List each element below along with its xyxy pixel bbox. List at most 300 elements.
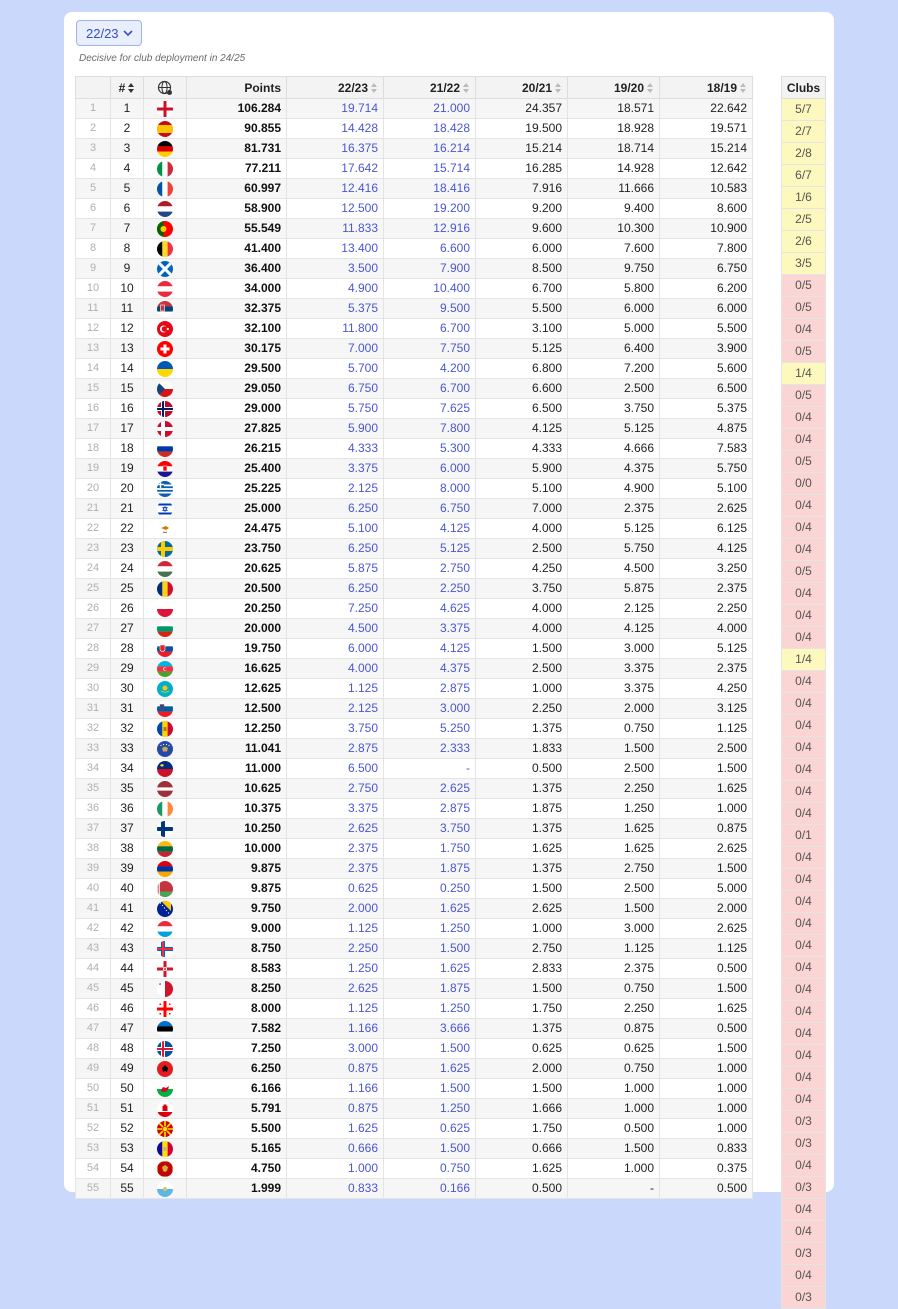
table-row	[76, 579, 753, 599]
season-1920-cell: 3.000	[568, 919, 660, 939]
table-row	[76, 839, 753, 859]
season-2122-cell: 1.875	[384, 859, 476, 879]
rank-header[interactable]: #	[111, 77, 144, 99]
rank-cell: 55	[111, 1179, 144, 1199]
row-index: 46	[76, 999, 111, 1019]
table-row	[76, 939, 753, 959]
season-1819-cell: 4.250	[660, 679, 753, 699]
slovakia-flag-icon	[157, 641, 173, 657]
season-2122-cell: 7.900	[384, 259, 476, 279]
season-1819-cell: 3.250	[660, 559, 753, 579]
croatia-flag-icon	[157, 461, 173, 477]
clubs-row	[782, 1155, 826, 1177]
clubs-row	[782, 363, 826, 385]
points-cell: 8.000	[187, 999, 287, 1019]
armenia-flag-icon	[157, 861, 173, 877]
points-cell: 27.825	[187, 419, 287, 439]
points-cell: 1.999	[187, 1179, 287, 1199]
rank-cell: 22	[111, 519, 144, 539]
season-2122-cell: 4.125	[384, 519, 476, 539]
clubs-count-cell: 0/4	[782, 781, 826, 803]
season-1819-cell: 0.833	[660, 1139, 753, 1159]
clubs-count-cell: 2/5	[782, 209, 826, 231]
serbia-flag-icon	[157, 301, 173, 317]
clubs-count-cell: 0/4	[782, 759, 826, 781]
rank-cell: 24	[111, 559, 144, 579]
rank-cell: 36	[111, 799, 144, 819]
season-2021-cell: 9.600	[476, 219, 568, 239]
season-1920-cell: 1.250	[568, 799, 660, 819]
season-1920-cell: 5.750	[568, 539, 660, 559]
row-index: 44	[76, 959, 111, 979]
season-1920-cell: 2.250	[568, 779, 660, 799]
table-row	[76, 959, 753, 979]
season-header-2021[interactable]: 20/21	[476, 77, 568, 99]
clubs-row	[782, 715, 826, 737]
points-header[interactable]: Points	[187, 77, 287, 99]
season-1920-cell: 4.900	[568, 479, 660, 499]
season-1920-cell: 0.625	[568, 1039, 660, 1059]
clubs-count-cell: 0/4	[782, 1045, 826, 1067]
season-2122-cell: 1.250	[384, 999, 476, 1019]
points-cell: 29.000	[187, 399, 287, 419]
season-2021-cell: 2.500	[476, 659, 568, 679]
table-row	[76, 239, 753, 259]
clubs-row	[782, 1067, 826, 1089]
sort-icon	[370, 82, 378, 94]
country-flag	[144, 119, 187, 139]
season-2021-cell: 6.700	[476, 279, 568, 299]
season-2223-cell: 5.100	[287, 519, 384, 539]
table-row	[76, 179, 753, 199]
points-cell: 8.750	[187, 939, 287, 959]
season-1920-cell: 2.500	[568, 759, 660, 779]
row-index: 25	[76, 579, 111, 599]
season-1920-cell: 18.928	[568, 119, 660, 139]
clubs-count-cell: 1/4	[782, 363, 826, 385]
season-2021-cell: 4.000	[476, 519, 568, 539]
season-2223-cell: 11.833	[287, 219, 384, 239]
season-1920-cell: 5.125	[568, 419, 660, 439]
rank-cell: 19	[111, 459, 144, 479]
england-flag-icon	[157, 101, 173, 117]
season-1819-cell: 2.375	[660, 579, 753, 599]
season-2122-cell: 2.875	[384, 679, 476, 699]
row-index: 29	[76, 659, 111, 679]
season-2021-cell: 2.500	[476, 539, 568, 559]
season-2122-cell: 5.300	[384, 439, 476, 459]
table-row	[76, 699, 753, 719]
season-2122-cell: 2.875	[384, 799, 476, 819]
season-2223-cell: 1.166	[287, 1079, 384, 1099]
season-2122-cell: 0.625	[384, 1119, 476, 1139]
season-1920-cell: 1.000	[568, 1079, 660, 1099]
rank-cell: 34	[111, 759, 144, 779]
season-2122-cell: 1.875	[384, 979, 476, 999]
table-row	[76, 359, 753, 379]
rank-cell: 30	[111, 679, 144, 699]
season-2021-cell: 8.500	[476, 259, 568, 279]
country-flag	[144, 199, 187, 219]
season-2122-cell: 9.500	[384, 299, 476, 319]
row-index: 27	[76, 619, 111, 639]
clubs-count-cell: 0/5	[782, 275, 826, 297]
season-2021-cell: 0.500	[476, 1179, 568, 1199]
moldova-flag-icon	[157, 721, 173, 737]
table-row	[76, 219, 753, 239]
season-1819-cell: 3.900	[660, 339, 753, 359]
rank-cell: 53	[111, 1139, 144, 1159]
country-flag	[144, 1139, 187, 1159]
season-1920-cell: 4.500	[568, 559, 660, 579]
season-2223-cell: 1.125	[287, 679, 384, 699]
clubs-row	[782, 187, 826, 209]
season-header-1819[interactable]: 18/19	[660, 77, 753, 99]
chevron-down-icon	[122, 27, 134, 39]
season-1920-cell: 0.500	[568, 1119, 660, 1139]
rank-cell: 3	[111, 139, 144, 159]
season-2021-cell: 5.125	[476, 339, 568, 359]
slovenia-flag-icon	[157, 701, 173, 717]
season-1920-cell: 5.125	[568, 519, 660, 539]
rank-cell: 51	[111, 1099, 144, 1119]
rank-cell: 7	[111, 219, 144, 239]
season-2223-cell: 6.750	[287, 379, 384, 399]
clubs-count-cell: 0/4	[782, 693, 826, 715]
season-1920-cell: 4.375	[568, 459, 660, 479]
clubs-row	[782, 1045, 826, 1067]
sort-icon	[462, 82, 470, 94]
season-2021-cell: 2.000	[476, 1059, 568, 1079]
season-2021-cell: 6.600	[476, 379, 568, 399]
points-cell: 81.731	[187, 139, 287, 159]
season-2223-cell: 5.900	[287, 419, 384, 439]
season-2021-cell: 15.214	[476, 139, 568, 159]
season-2223-cell: 6.000	[287, 639, 384, 659]
row-index: 54	[76, 1159, 111, 1179]
clubs-row	[782, 385, 826, 407]
clubs-count-cell: 0/4	[782, 1155, 826, 1177]
montenegro-flag-icon	[157, 1161, 173, 1177]
points-cell: 90.855	[187, 119, 287, 139]
season-1920-cell: 1.500	[568, 739, 660, 759]
clubs-row	[782, 1221, 826, 1243]
season-2223-cell: 2.625	[287, 819, 384, 839]
season-1920-cell: 0.875	[568, 1019, 660, 1039]
globe-header[interactable]	[144, 77, 187, 99]
rank-cell: 17	[111, 419, 144, 439]
season-2021-cell: 2.250	[476, 699, 568, 719]
season-2223-cell: 7.000	[287, 339, 384, 359]
clubs-count-cell: 0/4	[782, 627, 826, 649]
table-row	[76, 99, 753, 119]
season-2122-cell: 18.416	[384, 179, 476, 199]
clubs-row	[782, 605, 826, 627]
season-2021-cell: 0.666	[476, 1139, 568, 1159]
table-row	[76, 119, 753, 139]
season-1819-cell: 0.500	[660, 1019, 753, 1039]
points-cell: 9.875	[187, 859, 287, 879]
coefficient-table	[75, 76, 753, 1199]
country-flag	[144, 619, 187, 639]
season-2223-cell: 1.625	[287, 1119, 384, 1139]
season-1819-cell: 7.583	[660, 439, 753, 459]
andorra-flag-icon	[157, 1141, 173, 1157]
season-1819-cell: 4.000	[660, 619, 753, 639]
table-row	[76, 1059, 753, 1079]
season-2122-cell: 6.750	[384, 499, 476, 519]
georgia-flag-icon	[157, 1001, 173, 1017]
table-row	[76, 1019, 753, 1039]
season-2122-cell: 5.125	[384, 539, 476, 559]
clubs-count-cell: 0/4	[782, 935, 826, 957]
season-1920-cell: 2.125	[568, 599, 660, 619]
clubs-row	[782, 1199, 826, 1221]
season-2021-cell: 1.500	[476, 979, 568, 999]
points-cell: 12.500	[187, 699, 287, 719]
points-cell: 8.250	[187, 979, 287, 999]
table-row	[76, 299, 753, 319]
table-row	[76, 499, 753, 519]
clubs-row	[782, 143, 826, 165]
season-2021-cell: 3.750	[476, 579, 568, 599]
points-cell: 29.050	[187, 379, 287, 399]
latvia-flag-icon	[157, 781, 173, 797]
clubs-row	[782, 649, 826, 671]
row-index: 52	[76, 1119, 111, 1139]
clubs-row	[782, 275, 826, 297]
row-index: 42	[76, 919, 111, 939]
table-row	[76, 619, 753, 639]
season-1920-cell: 9.400	[568, 199, 660, 219]
season-1920-cell: 3.375	[568, 659, 660, 679]
points-cell: 25.400	[187, 459, 287, 479]
rank-cell: 42	[111, 919, 144, 939]
season-2223-cell: 0.833	[287, 1179, 384, 1199]
row-index: 45	[76, 979, 111, 999]
season-2122-cell: 12.916	[384, 219, 476, 239]
sort-icon	[646, 82, 654, 94]
season-1819-cell: 1.000	[660, 1079, 753, 1099]
country-flag	[144, 1179, 187, 1199]
clubs-row	[782, 253, 826, 275]
clubs-count-cell: 0/3	[782, 1177, 826, 1199]
season-2223-cell: 1.250	[287, 959, 384, 979]
season-2021-cell: 1.500	[476, 639, 568, 659]
season-2223-cell: 3.750	[287, 719, 384, 739]
row-index: 2	[76, 119, 111, 139]
points-cell: 12.625	[187, 679, 287, 699]
season-2021-cell: 1.833	[476, 739, 568, 759]
clubs-row	[782, 1111, 826, 1133]
season-2223-cell: 2.875	[287, 739, 384, 759]
points-cell: 23.750	[187, 539, 287, 559]
table-row	[76, 999, 753, 1019]
clubs-row	[782, 627, 826, 649]
table-row	[76, 739, 753, 759]
table-row	[76, 1079, 753, 1099]
season-1819-cell: 5.750	[660, 459, 753, 479]
table-row	[76, 259, 753, 279]
country-flag	[144, 839, 187, 859]
clubs-row	[782, 759, 826, 781]
points-cell: 32.375	[187, 299, 287, 319]
season-2223-cell: 2.000	[287, 899, 384, 919]
rank-cell: 43	[111, 939, 144, 959]
points-cell: 55.549	[187, 219, 287, 239]
rank-cell: 18	[111, 439, 144, 459]
country-flag	[144, 379, 187, 399]
country-flag	[144, 159, 187, 179]
switzerland-flag-icon	[157, 341, 173, 357]
season-2021-cell: 4.333	[476, 439, 568, 459]
country-flag	[144, 659, 187, 679]
country-flag	[144, 859, 187, 879]
country-flag	[144, 359, 187, 379]
rank-cell: 8	[111, 239, 144, 259]
rank-cell: 16	[111, 399, 144, 419]
season-1819-cell: 2.375	[660, 659, 753, 679]
season-1920-cell: 1.500	[568, 1139, 660, 1159]
season-1920-cell: 1.000	[568, 1159, 660, 1179]
clubs-row	[782, 473, 826, 495]
season-2122-cell: 16.214	[384, 139, 476, 159]
season-1819-cell: 4.875	[660, 419, 753, 439]
season-2021-cell: 0.500	[476, 759, 568, 779]
season-1819-cell: 5.125	[660, 639, 753, 659]
sort-icon	[554, 82, 562, 94]
rank-cell: 29	[111, 659, 144, 679]
season-2223-cell: 12.500	[287, 199, 384, 219]
season-1920-cell: 0.750	[568, 719, 660, 739]
season-1819-cell: 5.600	[660, 359, 753, 379]
season-header-2122[interactable]: 21/22	[384, 77, 476, 99]
row-index: 5	[76, 179, 111, 199]
clubs-row	[782, 825, 826, 847]
season-header-1920[interactable]: 19/20	[568, 77, 660, 99]
country-flag	[144, 279, 187, 299]
season-2122-cell: 1.500	[384, 939, 476, 959]
row-index: 14	[76, 359, 111, 379]
points-cell: 10.625	[187, 779, 287, 799]
row-index: 26	[76, 599, 111, 619]
clubs-table	[781, 76, 826, 1309]
season-2122-cell: 7.625	[384, 399, 476, 419]
season-1920-cell: 5.875	[568, 579, 660, 599]
points-cell: 9.000	[187, 919, 287, 939]
season-1819-cell: 0.375	[660, 1159, 753, 1179]
row-index: 3	[76, 139, 111, 159]
season-2122-cell: 3.375	[384, 619, 476, 639]
row-index: 48	[76, 1039, 111, 1059]
country-flag	[144, 439, 187, 459]
season-1920-cell: 6.400	[568, 339, 660, 359]
season-2021-cell: 3.100	[476, 319, 568, 339]
season-2122-cell: 1.625	[384, 959, 476, 979]
season-2223-cell: 2.125	[287, 699, 384, 719]
clubs-row	[782, 517, 826, 539]
country-flag	[144, 1119, 187, 1139]
season-1920-cell: 9.750	[568, 259, 660, 279]
table-row	[76, 1159, 753, 1179]
season-1819-cell: 1.125	[660, 719, 753, 739]
rank-cell: 46	[111, 999, 144, 1019]
points-cell: 19.750	[187, 639, 287, 659]
country-flag	[144, 819, 187, 839]
country-flag	[144, 339, 187, 359]
clubs-count-cell: 0/4	[782, 891, 826, 913]
season-1819-cell: 1.000	[660, 799, 753, 819]
season-1920-cell: 7.200	[568, 359, 660, 379]
season-1920-cell: 3.750	[568, 399, 660, 419]
season-2021-cell: 1.375	[476, 719, 568, 739]
row-index: 32	[76, 719, 111, 739]
clubs-row	[782, 495, 826, 517]
season-header-2223[interactable]: 22/23	[287, 77, 384, 99]
points-cell: 32.100	[187, 319, 287, 339]
points-cell: 30.175	[187, 339, 287, 359]
season-1819-cell: 1.125	[660, 939, 753, 959]
season-2223-cell: 5.375	[287, 299, 384, 319]
season-1819-cell: 1.500	[660, 759, 753, 779]
season-1819-cell: 12.642	[660, 159, 753, 179]
clubs-count-cell: 0/4	[782, 495, 826, 517]
rank-cell: 50	[111, 1079, 144, 1099]
rank-cell: 37	[111, 819, 144, 839]
season-2122-cell: 4.200	[384, 359, 476, 379]
season-1819-cell: 2.500	[660, 739, 753, 759]
season-2021-cell: 1.875	[476, 799, 568, 819]
season-1819-cell: 3.125	[660, 699, 753, 719]
country-flag	[144, 239, 187, 259]
country-flag	[144, 1099, 187, 1119]
row-index: 36	[76, 799, 111, 819]
points-cell: 10.250	[187, 819, 287, 839]
season-2122-cell: 0.166	[384, 1179, 476, 1199]
season-2021-cell: 1.750	[476, 999, 568, 1019]
season-2223-cell: 2.625	[287, 979, 384, 999]
clubs-count-cell: 2/7	[782, 121, 826, 143]
clubs-count-cell: 0/4	[782, 1089, 826, 1111]
clubs-row	[782, 671, 826, 693]
clubs-count-cell: 0/4	[782, 605, 826, 627]
country-flag	[144, 1059, 187, 1079]
table-row	[76, 979, 753, 999]
country-flag	[144, 1039, 187, 1059]
germany-flag-icon	[157, 141, 173, 157]
country-flag	[144, 599, 187, 619]
row-index: 38	[76, 839, 111, 859]
season-1819-cell: 6.500	[660, 379, 753, 399]
season-1819-cell: 19.571	[660, 119, 753, 139]
season-2021-cell: 0.625	[476, 1039, 568, 1059]
season-2223-cell: 11.800	[287, 319, 384, 339]
season-dropdown[interactable]	[76, 20, 142, 46]
rank-cell: 5	[111, 179, 144, 199]
faroe-flag-icon	[157, 941, 173, 957]
rank-cell: 25	[111, 579, 144, 599]
season-1920-cell: 11.666	[568, 179, 660, 199]
clubs-row	[782, 583, 826, 605]
azerbaijan-flag-icon	[157, 661, 173, 677]
season-1819-cell: 10.583	[660, 179, 753, 199]
season-2122-cell: 0.250	[384, 879, 476, 899]
season-2223-cell: 7.250	[287, 599, 384, 619]
clubs-count-cell: 0/4	[782, 869, 826, 891]
clubs-row	[782, 231, 826, 253]
rank-cell: 33	[111, 739, 144, 759]
clubs-row	[782, 121, 826, 143]
